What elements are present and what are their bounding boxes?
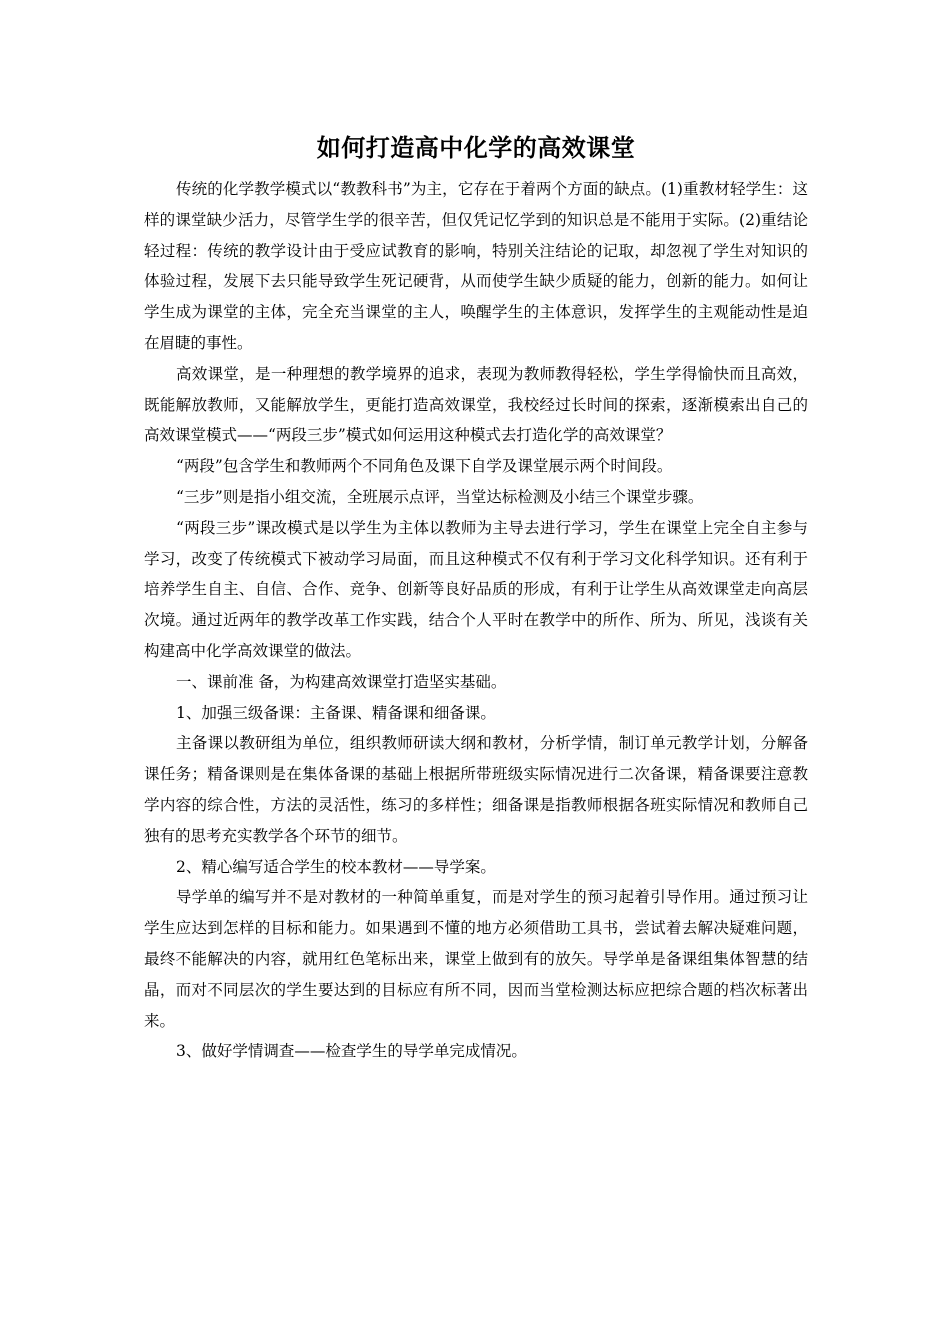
paragraph-efficient-classroom: 高效课堂，是一种理想的教学境界的追求，表现为教师教得轻松，学生学得愉快而且高效，既能解放教师，又能解放学生，更能打造高效课堂，我校经过长时间的探索，逐渐模索出自己的高效课堂模式——“两段三步”模式如何运用这种模式去打造化学的高效课堂？ xyxy=(144,364,808,445)
subheading-2: 2、精心编写适合学生的校本教材——导学案。 xyxy=(176,857,496,876)
document-page xyxy=(144,128,808,1067)
subheading-1: 1、加强三级备课：主备课、精备课和细备课。 xyxy=(176,703,496,722)
section-heading-1: 一、课前准 备，为构建高效课堂打造坚实基础。 xyxy=(176,672,507,691)
paragraph-two-stages: “两段”包含学生和教师两个不同角色及课下自学及课堂展示两个时间段。 xyxy=(176,457,673,476)
paragraph-reform-model: “两段三步”课改模式是以学生为主体以教师为主导去进行学习，学生在课堂上完全自主参与学习，改变了传统模式下被动学习局面，而且这种模式不仅有利于学习文化科学知识。还有利于培养学生自主、自信、合作、竞争、创新等良好品质的形成，有利于让学生从高效课堂走向高层次境。通过近两年的教学改革工作实践，结合个人平时在教学中的所作、所为、所见，浅谈有关构建高中化学高效课堂的做法。 xyxy=(144,518,808,660)
document-title: 如何打造高中化学的高效课堂 xyxy=(316,134,636,162)
paragraph-lesson-prep: 主备课以教研组为单位，组织教师研读大纲和教材，分析学情，制订单元教学计划，分解备课任务；精备课则是在集体备课的基础上根据所带班级实际情况进行二次备课，精备课要注意教学内容的综合性，方法的灵活性，练习的多样性；细备课是指教师根据各班实际情况和教师自己独有的思考充实教学各个环节的细节。 xyxy=(144,734,808,845)
subheading-3: 3、做好学情调查——检查学生的导学单完成情况。 xyxy=(176,1042,527,1061)
paragraph-three-steps: “三步”则是指小组交流，全班展示点评，当堂达标检测及小结三个课堂步骤。 xyxy=(176,487,704,506)
paragraph-guide-sheet: 导学单的编写并不是对教材的一种简单重复，而是对学生的预习起着引导作用。通过预习让学生应达到怎样的目标和能力。如果遇到不懂的地方必须借助工具书，尝试着去解决疑难问题，最终不能解决的内容，就用红色笔标出来，课堂上做到有的放矢。导学单是备课组集体智慧的结晶，而对不同层次的学生要达到的目标应有所不同，因而当堂检测达标应把综合题的档次标著出来。 xyxy=(144,888,808,1030)
paragraph-intro: 传统的化学教学模式以“教教科书”为主，它存在于着两个方面的缺点。(1)重教材轻学生：这样的课堂缺少活力，尽管学生学的很辛苦，但仅凭记忆学到的知识总是不能用于实际。(2)重结论轻过程：传统的教学设计由于受应试教育的影响，特别关注结论的记取，却忽视了学生对知识的体验过程，发展下去只能导致学生死记硬背，从而使学生缺少质疑的能力，创新的能力。如何让学生成为课堂的主体，完全充当课堂的主人，唤醒学生的主体意识，发挥学生的主观能动性是迫在眉睫的事性。 xyxy=(144,180,808,352)
